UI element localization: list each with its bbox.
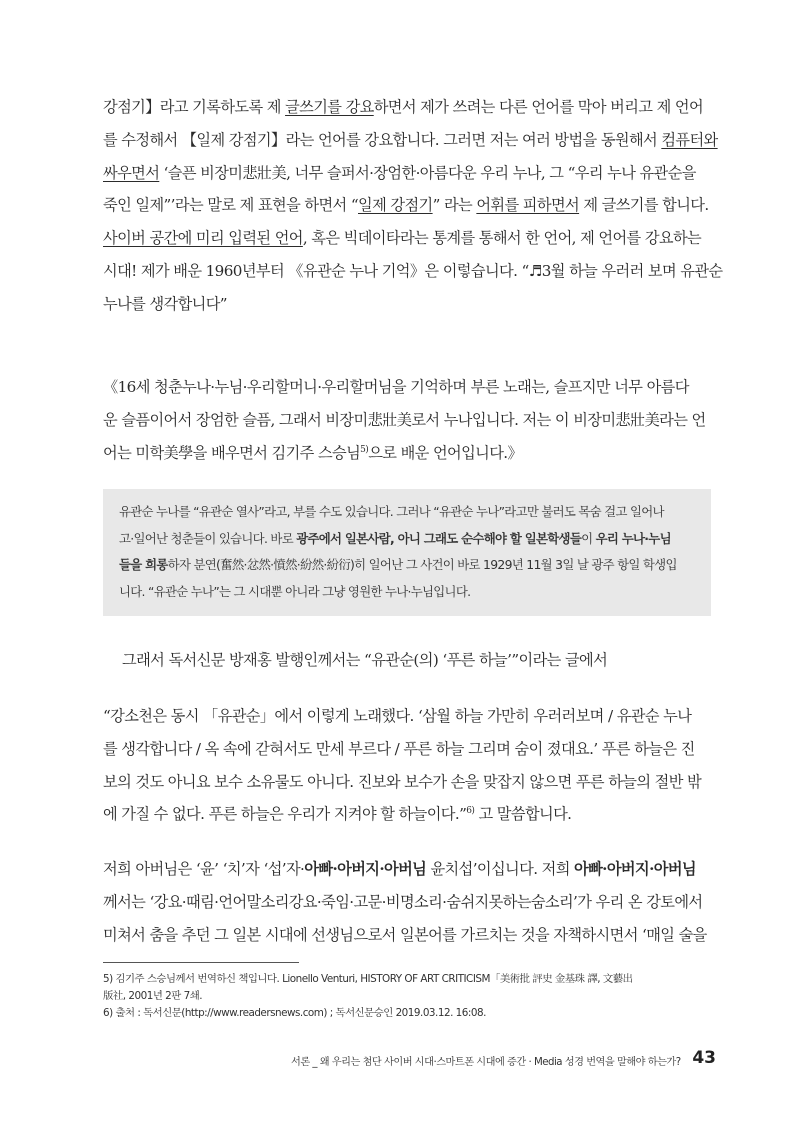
text-run: 윤치섭’이십니다. 저희 (426, 860, 575, 878)
bold-text: 우리 누나·누님 (595, 530, 671, 546)
text-line (119, 552, 711, 579)
text-run: 으로 배운 언어입니다.》 (368, 443, 523, 462)
bold-text: 들을 희롱 (119, 557, 168, 573)
text-run: 보의 것도 아니요 보수 소유물도 아니다. 진보와 보수가 손을 맞잡지 않으면 푸른 하늘의 절반 밖 (103, 772, 702, 791)
text-run: 하자 분연(奮然·忿然·憤然·紛然·紛衍)히 일어난 그 사건이 바로 1929년 11월 3일 날 광주 항일 학생입 (167, 557, 677, 573)
text-run: ‘슬픈 비장미悲壯美, 너무 슬퍼서·장엄한·아름다운 우리 누나, 그 “우리 누나 유관순을 (159, 163, 696, 182)
text-run: 누나를 생각합니다” (103, 294, 227, 313)
text-line (103, 255, 723, 288)
text-run: 죽인 일제”’라는 말로 제 표현을 하면서 “ (103, 196, 358, 215)
text-run: 를 수정해서 【일제 강점기】라는 언어를 강요합니다. 그러면 저는 여러 방법을 동원해서 (103, 130, 662, 149)
underlined-text: 글쓰기를 강요 (285, 98, 374, 116)
text-run: 께서는 ‘강요·때림·언어말소리강요·죽임·고문·비명소리·숨쉬지못하는숨소리’가 우리 온 강토에서 (103, 892, 703, 911)
text-run: 고 말씀합니다. (474, 805, 572, 824)
bold-text: 아빠·아버지·아버님 (304, 860, 427, 878)
text-line (103, 853, 711, 886)
text-run: 《16세 청춘누나·누님·우리할머니·우리할머님을 기억하며 부른 노래는, 슬프지만 너무 아름다 (103, 378, 689, 396)
text-line (103, 798, 711, 831)
text-run: 미쳐서 춤을 추던 그 일본 시대에 선생님으로서 일본어를 가르치는 것을 자책하시면서 ‘매일 술을 (103, 925, 707, 944)
text-line (103, 886, 711, 919)
text-run: 저희 아버님은 ‘윤’ ‘치’자 ‘섭’자· (103, 860, 305, 878)
text-run: 니다. “유관순 누나”는 그 시대뿐 아니라 그냥 영원한 누나·누님입니다. (119, 584, 471, 600)
text-line (103, 404, 711, 437)
footnote-marker: 5) (360, 444, 369, 455)
footnotes (103, 971, 711, 1022)
text-run: 고·일어난 청춘들이 있습니다. 바로 (119, 530, 297, 546)
bold-text: 광주에서 일본사람, 아니 그래도 순수해야 할 일본학생들 (296, 530, 582, 546)
text-line (103, 437, 711, 470)
text-line (103, 222, 711, 255)
underlined-text: 어휘를 피하면서 (476, 196, 580, 215)
text-run: “강소천은 동시 「유관순」에서 이렇게 노래했다. ‘삼월 하늘 가만히 우러러보며 / 유관순 누나 (103, 707, 692, 725)
footnote-marker: 6) (466, 806, 475, 817)
text-run: , 혹은 빅데이타라는 통계를 통해서 한 언어, 제 언어를 강요하는 (302, 229, 702, 248)
text-line (103, 124, 718, 157)
text-line (103, 700, 711, 733)
text-run: 제 글쓰기를 합니다. (579, 196, 709, 215)
text-run: 하면서 제가 쓰려는 다른 언어를 막아 버리고 제 언어 (373, 98, 704, 116)
text-line (103, 189, 711, 222)
underlined-text: 일제 강점기 (358, 196, 433, 215)
footnote-line: 5) 김기주 스승님께서 번역하신 책입니다. Lionello Venturi, HISTORY OF ART CRITICISM「美術批 評史 金基珠 譯, 文藝出 (103, 973, 633, 985)
text-run: 를 생각합니다 / 옥 속에 갇혀서도 만세 부르다 / 푸른 하늘 그리며 숨이 졌대요.’ 푸른 하늘은 진 (103, 739, 695, 758)
paragraph-readers-news (122, 644, 730, 677)
paragraph-father (103, 853, 711, 951)
text-line (103, 766, 711, 799)
underlined-text: 사이버 공간에 미리 입력된 언어 (103, 229, 303, 248)
text-line (119, 499, 711, 526)
text-line (122, 644, 730, 677)
footnote-line: 版社, 2001년 2판 7쇄. (103, 990, 203, 1002)
text-run: 그래서 독서신문 방재홍 발행인께서는 “유관순(의) ‘푸른 하늘’”이라는 글에서 (122, 651, 608, 669)
page-number: 43 (692, 1048, 716, 1068)
text-line (103, 157, 711, 190)
text-line (103, 733, 711, 766)
text-run: 시대! 제가 배운 1960년부터 《유관순 누나 기억》은 이렇습니다. “♬3월 하늘 우러러 보며 유관순 (103, 261, 723, 280)
text-run: ” 라는 (432, 196, 477, 215)
underlined-text: 컴퓨터와 (661, 130, 718, 149)
text-line (103, 919, 711, 952)
text-line (103, 371, 711, 404)
paragraph-intro (103, 91, 723, 321)
highlight-box (103, 489, 711, 616)
text-run: 운 슬픔이어서 장엄한 슬픔, 그래서 비장미悲壯美로서 누나입니다. 저는 이 비장미悲壯美라는 언 (103, 410, 706, 429)
text-line (119, 526, 711, 553)
text-run: 이 (581, 530, 596, 546)
bold-text: 아빠·아버지·아버님 (574, 860, 696, 878)
footnote-divider (103, 962, 299, 963)
running-title: 서론 _ 왜 우리는 첨단 사이버 시대·스마트폰 시대에 증간 · Media 성경 번역을 말해야 하는가? (291, 1057, 681, 1068)
underlined-text: 싸우면서 (103, 163, 160, 182)
paragraph-quote-poem (103, 700, 711, 831)
paragraph-quote-memory (103, 371, 711, 469)
text-line (119, 579, 711, 606)
text-run: 어는 미학美學을 배우면서 김기주 스승님 (103, 443, 361, 462)
text-line (103, 288, 711, 321)
footnote-line: 6) 출처 : 독서신문(http://www.readersnews.com) ; 독서신문승인 2019.03.12. 16:08. (103, 1007, 486, 1019)
text-run: 유관순 누나를 “유관순 열사”라고, 부를 수도 있습니다. 그러나 “유관순 누나”라고만 불러도 목숨 걸고 일어나 (119, 504, 664, 519)
page-footer (291, 1048, 716, 1072)
text-run: 에 가질 수 없다. 푸른 하늘은 우리가 지켜야 할 하늘이다.” (103, 805, 467, 824)
text-run: 강점기】라고 기록하도록 제 (103, 98, 286, 116)
text-line (103, 91, 711, 124)
